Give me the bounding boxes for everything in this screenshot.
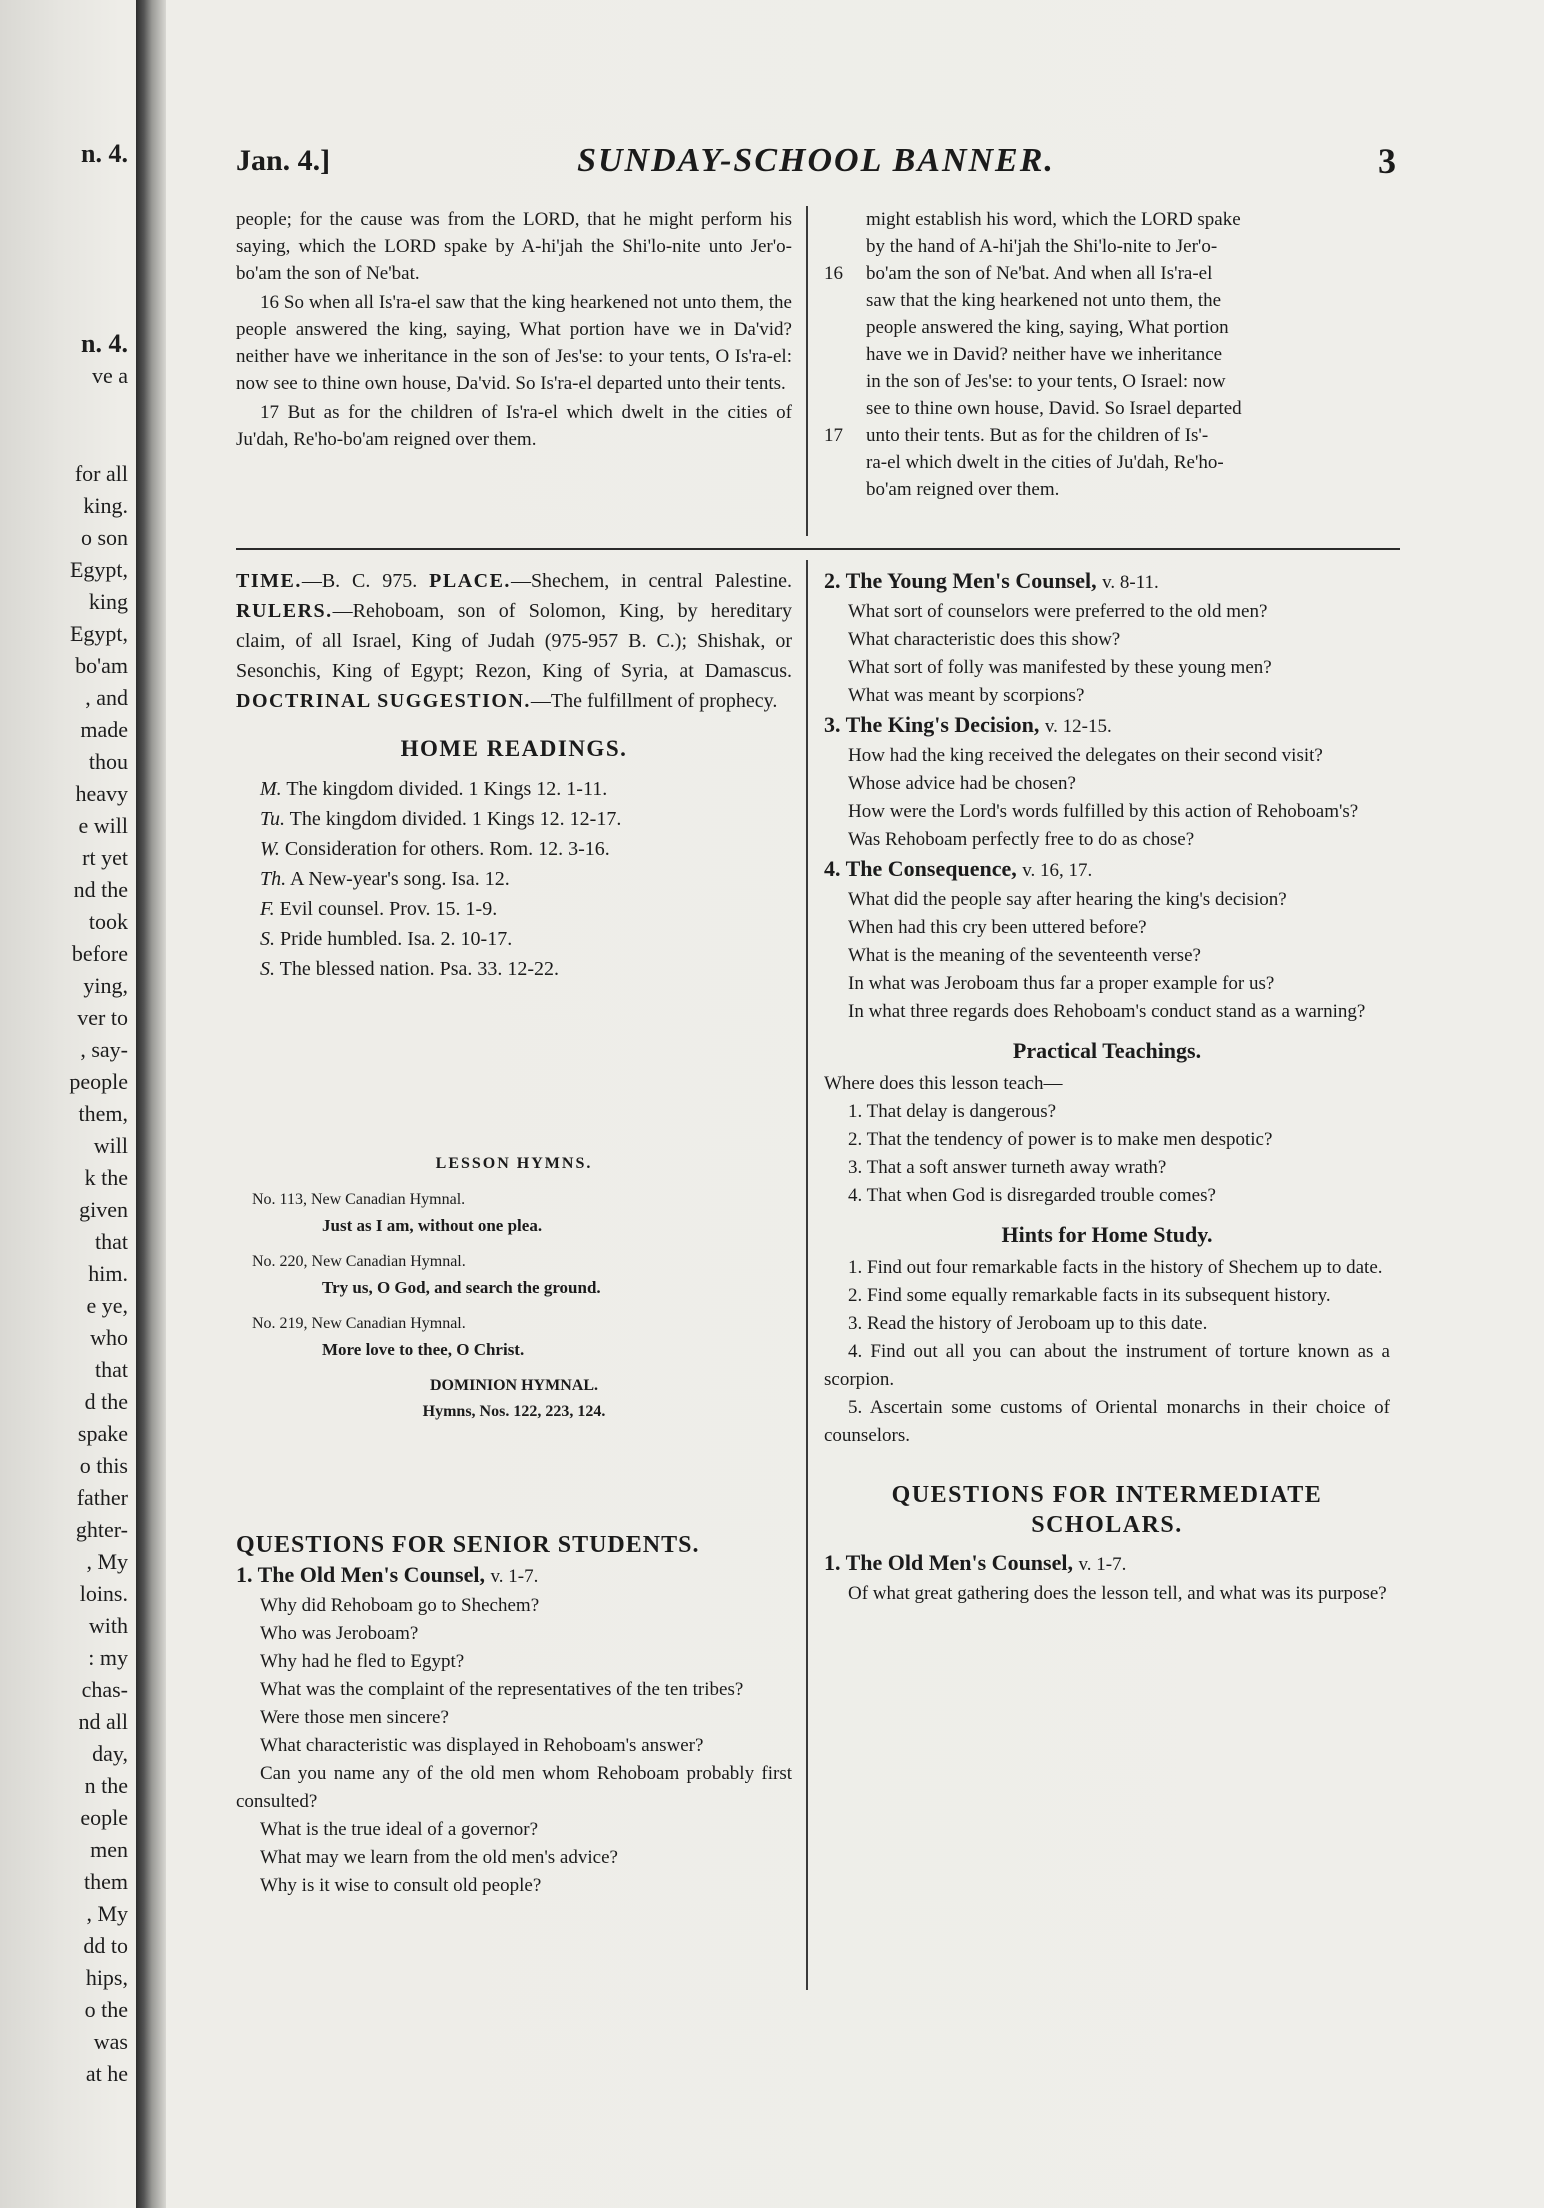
left-page-fragment: loins. (79, 1581, 128, 1606)
question: What characteristic was displayed in Rehoboam's answer? (260, 1735, 704, 1756)
left-page-fragment: men (90, 1837, 128, 1862)
left-page-fragment: o son (80, 525, 128, 550)
reading-day: S. (260, 958, 275, 980)
left-page-fragment: k the (84, 1165, 128, 1190)
question: Whose advice had be chosen? (848, 773, 1076, 794)
scripture-line-text: have we in David? neither have we inheritance (866, 344, 1223, 365)
section2-questions (824, 598, 1390, 710)
scripture-line (824, 314, 1390, 341)
left-page-fragment: that (95, 1229, 128, 1254)
scripture-line-text: bo'am reigned over them. (866, 479, 1060, 500)
scripture-authorized-version (236, 206, 792, 455)
left-page-fragment: : my (88, 1645, 128, 1670)
left-page-fragment: o the (84, 1997, 128, 2022)
left-page-fragment: day, (92, 1741, 128, 1766)
horizontal-rule (236, 548, 1400, 550)
reading-item (236, 774, 792, 804)
section4-title: 4. The Consequence, (824, 856, 1017, 881)
reading-day: Th. (260, 868, 287, 890)
scripture-paragraph: 16 So when all Is'ra-el saw that the king hearkened not unto them, the people answered the king, saying, What portion have we in Da'vid? neither have we inheritance in the son of Jes'se: to your tents, O Is'ra-el: now see to thine own house, Da'vid. So Is'ra-el departed unto their tents. (236, 292, 792, 394)
left-page-fragment: nd the (73, 877, 128, 902)
left-page-fragment: at he (85, 2061, 128, 2086)
home-study-item: 5. Ascertain some customs of Oriental monarchs in their choice of counselors. (824, 1397, 1390, 1446)
reading-day: M. (260, 778, 282, 800)
hymn-number: No. 219, New Canadian Hymnal. (252, 1315, 466, 1332)
lesson-info-paragraph (236, 566, 792, 716)
left-page-fragment: e will (78, 813, 128, 838)
left-page-fragment: rt yet (82, 845, 128, 870)
question: How were the Lord's words fulfilled by this action of Rehoboam's? (848, 801, 1359, 822)
reading-item (236, 864, 792, 894)
left-page-fragment: n the (84, 1773, 128, 1798)
header-title: SUNDAY-SCHOOL BANNER. (577, 142, 1055, 179)
reading-item (236, 894, 792, 924)
dominion-hymnal-heading: DOMINION HYMNAL. (430, 1377, 598, 1394)
home-study-item: 4. Find out all you can about the instrument of torture known as a scorpion. (824, 1341, 1390, 1390)
practical-teachings-heading: Practical Teachings. (1012, 1038, 1202, 1063)
scripture-line-text: unto their tents. But as for the children of Is'- (866, 425, 1209, 446)
left-page-fragment: , say- (80, 1037, 128, 1062)
question: What may we learn from the old men's advice? (260, 1847, 618, 1868)
time-label: TIME. (236, 570, 302, 592)
section-title (236, 1560, 792, 1592)
left-page-fragment: ve a (91, 363, 128, 388)
scripture-line-text: might establish his word, which the LORD spake (866, 209, 1241, 230)
question: What is the true ideal of a governor? (260, 1819, 539, 1840)
question: Why did Rehoboam go to Shechem? (260, 1595, 540, 1616)
left-page-fragment: eople (80, 1805, 128, 1830)
reading-text: The blessed nation. Psa. 33. 12-22. (279, 958, 560, 980)
question: What characteristic does this show? (848, 629, 1121, 650)
left-page-fragment: them (84, 1869, 128, 1894)
left-page-fragment: heavy (75, 781, 128, 806)
reading-item (236, 804, 792, 834)
question: Can you name any of the old men whom Rehoboam probably first consulted? (236, 1763, 792, 1812)
reading-day: S. (260, 928, 275, 950)
hymn-number: No. 220, New Canadian Hymnal. (252, 1253, 466, 1270)
doctrinal-label: DOCTRINAL SUGGESTION. (236, 690, 531, 712)
page-number: 3 (1378, 141, 1396, 181)
question: Why had he fled to Egypt? (260, 1651, 465, 1672)
section-title (824, 710, 1390, 742)
question: Was Rehoboam perfectly free to do as chose? (848, 829, 1195, 850)
left-page-fragment: made (80, 717, 128, 742)
senior-questions-heading: QUESTIONS FOR SENIOR STUDENTS. (236, 1532, 700, 1558)
practical-teaching-item: 3. That a soft answer turneth away wrath? (848, 1157, 1167, 1178)
intermediate-section1-verse: v. 1-7. (1078, 1554, 1127, 1575)
left-page-fragment: father (76, 1485, 128, 1510)
section3-questions (824, 742, 1390, 854)
reading-text: Pride humbled. Isa. 2. 10-17. (280, 928, 513, 950)
question: What sort of counselors were preferred to the old men? (848, 601, 1268, 622)
rulers-text: —Rehoboam, son of Solomon, King, by hereditary claim, of all Israel, King of Judah (975-957 B. C.); Shishak, or Sesonchis, King of Egypt; Rezon, King of Syria, at Damascus. (236, 600, 792, 682)
section-title (824, 566, 1390, 598)
senior-questions (236, 1530, 792, 1900)
left-page-fragment: o this (79, 1453, 128, 1478)
home-study-item: 3. Read the history of Jeroboam up to this date. (848, 1313, 1208, 1334)
dominion-hymnal-text: Hymns, Nos. 122, 223, 124. (422, 1403, 606, 1420)
left-page-fragment: , and (85, 685, 128, 710)
scripture-line (824, 395, 1390, 422)
scripture-line-text: people answered the king, saying, What portion (866, 317, 1229, 338)
left-page-fragment: king. (83, 493, 128, 518)
rulers-label: RULERS. (236, 600, 333, 622)
scripture-line (824, 206, 1390, 233)
scripture-line (824, 422, 1390, 449)
left-page-fragment: Egypt, (69, 557, 128, 582)
left-page-fragment: e ye, (86, 1293, 128, 1318)
section-title (824, 1548, 1390, 1580)
reading-day: W. (260, 838, 280, 860)
left-page-fragment: n. 4. (81, 139, 128, 168)
left-page-fragment: Egypt, (69, 621, 128, 646)
intermediate-heading-line1: QUESTIONS FOR INTERMEDIATE (891, 1482, 1323, 1508)
reading-text: Consideration for others. Rom. 12. 3-16. (284, 838, 610, 860)
verse-number: 17 (824, 425, 843, 446)
left-page-fragment: ver to (77, 1005, 128, 1030)
scripture-line (824, 341, 1390, 368)
hymn-line: More love to thee, O Christ. (322, 1340, 525, 1359)
left-page-fragment: d the (84, 1389, 128, 1414)
intermediate-section1-title: 1. The Old Men's Counsel, (824, 1550, 1073, 1575)
scripture-line (824, 449, 1390, 476)
scripture-line (824, 368, 1390, 395)
reading-text: Evil counsel. Prov. 15. 1-9. (279, 898, 498, 920)
left-page-fragment: that (95, 1357, 128, 1382)
left-page-fragment: king (88, 589, 128, 614)
hymn-number: No. 113, New Canadian Hymnal. (252, 1191, 466, 1208)
section4-verse: v. 16, 17. (1022, 860, 1093, 881)
reading-text: The kingdom divided. 1 Kings 12. 12-17. (289, 808, 622, 830)
left-page-fragment: ying, (83, 973, 128, 998)
reading-day: F. (260, 898, 275, 920)
practical-teaching-item: 2. That the tendency of power is to make men despotic? (848, 1129, 1273, 1150)
reading-item (236, 954, 792, 984)
running-header (236, 140, 1396, 184)
scripture-line (824, 233, 1390, 260)
section3-title: 3. The King's Decision, (824, 712, 1040, 737)
question: How had the king received the delegates on their second visit? (848, 745, 1323, 766)
header-date: Jan. 4.] (236, 144, 331, 177)
left-page-fragment: chas- (81, 1677, 128, 1702)
lesson-hymns-heading: LESSON HYMNS. (435, 1155, 593, 1172)
question: What did the people say after hearing the king's decision? (848, 889, 1287, 910)
place-label: PLACE. (429, 570, 511, 592)
reading-text: A New-year's song. Isa. 12. (290, 868, 510, 890)
question: What is the meaning of the seventeenth verse? (848, 945, 1201, 966)
reading-item (236, 834, 792, 864)
left-page-fragment: n. 4. (81, 329, 128, 358)
scripture-line (824, 260, 1390, 287)
section1-verse: v. 1-7. (490, 1566, 539, 1587)
question: In what was Jeroboam thus far a proper example for us? (848, 973, 1275, 994)
reading-day: Tu. (260, 808, 286, 830)
left-page-fragment: ghter- (75, 1517, 128, 1542)
home-study-list (824, 1254, 1390, 1450)
place-text: —Shechem, in central Palestine. (510, 570, 793, 592)
doctrinal-text: —The fulfillment of prophecy. (530, 690, 778, 712)
practical-teaching-item: 1. That delay is dangerous? (848, 1101, 1057, 1122)
home-readings-heading: HOME READINGS. (400, 736, 628, 761)
reading-text: The kingdom divided. 1 Kings 12. 1-11. (286, 778, 608, 800)
left-page-fragment: hips, (85, 1965, 128, 1990)
left-page-fragment: with (88, 1613, 128, 1638)
scripture-line-text: bo'am the son of Ne'bat. And when all Is'ra-el (866, 263, 1213, 284)
left-page-fragment: spake (77, 1421, 128, 1446)
practical-teachings-list (824, 1098, 1390, 1210)
left-page-fragment: given (79, 1197, 128, 1222)
reading-item (236, 924, 792, 954)
left-page-fragment: before (71, 941, 128, 966)
verse-number: 16 (824, 263, 843, 284)
intermediate-question: Of what great gathering does the lesson tell, and what was its purpose? (848, 1583, 1387, 1604)
left-page-fragment: who (90, 1325, 128, 1350)
left-page-fragment: took (88, 909, 128, 934)
question: Why is it wise to consult old people? (260, 1875, 542, 1896)
scripture-paragraph: people; for the cause was from the LORD, that he might perform his saying, which the LORD spake by A-hi'jah the Shi'lo-nite unto Jer'o-bo'am the son of Ne'bat. (236, 209, 792, 284)
left-facing-page-fragment (0, 0, 136, 2208)
question: In what three regards does Rehoboam's conduct stand as a warning? (848, 1001, 1366, 1022)
scripture-revised-version (824, 206, 1390, 503)
home-study-item: 2. Find some equally remarkable facts in its subsequent history. (848, 1285, 1331, 1306)
scripture-paragraph: 17 But as for the children of Is'ra-el which dwelt in the cities of Ju'dah, Re'ho-bo'am reigned over them. (236, 402, 792, 450)
section1-title: 1. The Old Men's Counsel, (236, 1562, 485, 1587)
section3-verse: v. 12-15. (1044, 716, 1112, 737)
home-readings-list (236, 774, 792, 984)
left-page-fragment: dd to (83, 1933, 128, 1958)
home-study-heading: Hints for Home Study. (1001, 1222, 1213, 1247)
lesson-hymns (236, 1150, 792, 1425)
scripture-line (824, 476, 1390, 503)
question: What sort of folly was manifested by these young men? (848, 657, 1272, 678)
scripture-line-text: by the hand of A-hi'jah the Shi'lo-nite to Jer'o- (866, 236, 1218, 257)
left-page-fragment: bo'am (75, 653, 128, 678)
left-page-fragment: nd all (78, 1709, 128, 1734)
hymn-line: Try us, O God, and search the ground. (322, 1278, 601, 1297)
intermediate-heading (824, 1480, 1390, 1540)
left-page-fragment: for all (74, 461, 128, 486)
scripture-line-text: in the son of Jes'se: to your tents, O Israel: now (866, 371, 1226, 392)
section2-verse: v. 8-11. (1102, 572, 1159, 593)
book-gutter (136, 0, 166, 2208)
left-page-fragment: thou (88, 749, 128, 774)
column-divider-bottom (806, 560, 808, 1990)
section4-questions (824, 886, 1390, 1026)
section-title (824, 854, 1390, 886)
right-column-lower (824, 566, 1390, 1608)
magazine-page (166, 0, 1544, 2208)
hymn-line: Just as I am, without one plea. (322, 1216, 543, 1235)
time-text: —B. C. 975. (301, 570, 418, 592)
question: What was meant by scorpions? (848, 685, 1085, 706)
home-study-item: 1. Find out four remarkable facts in the history of Shechem up to date. (848, 1257, 1383, 1278)
question: When had this cry been uttered before? (848, 917, 1147, 938)
scripture-line (824, 287, 1390, 314)
practical-teaching-item: 4. That when God is disregarded trouble comes? (848, 1185, 1216, 1206)
question: Who was Jeroboam? (260, 1623, 419, 1644)
intermediate-heading-line2: SCHOLARS. (1031, 1512, 1183, 1538)
practical-teachings-intro: Where does this lesson teach— (824, 1073, 1063, 1094)
scripture-line-text: see to thine own house, David. So Israel departed (866, 398, 1242, 419)
scripture-line-text: ra-el which dwelt in the cities of Ju'dah, Re'ho- (866, 452, 1224, 473)
column-divider-top (806, 206, 808, 536)
question: What was the complaint of the representatives of the ten tribes? (260, 1679, 744, 1700)
left-page-fragment: people (69, 1069, 128, 1094)
left-page-fragment: them, (78, 1101, 128, 1126)
left-page-fragment: will (93, 1133, 128, 1158)
section1-questions (236, 1592, 792, 1900)
question: Were those men sincere? (260, 1707, 449, 1728)
left-page-fragment: him. (88, 1261, 128, 1286)
left-page-fragment: , My (86, 1549, 128, 1574)
scripture-line-text: saw that the king hearkened not unto them, the (866, 290, 1222, 311)
left-page-fragment: , My (86, 1901, 128, 1926)
lesson-info (236, 566, 792, 984)
section2-title: 2. The Young Men's Counsel, (824, 568, 1097, 593)
left-page-fragment: was (93, 2029, 128, 2054)
